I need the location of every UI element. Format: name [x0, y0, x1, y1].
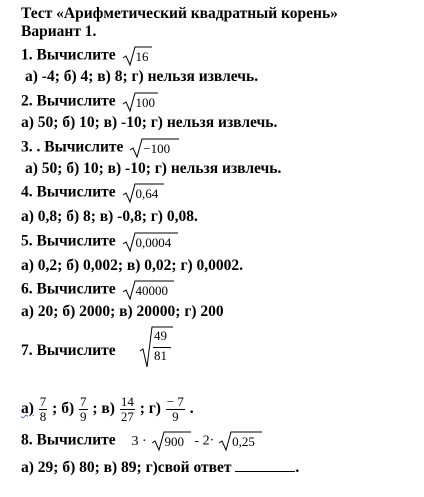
question-8-label: 8. Вычислите: [21, 431, 116, 449]
question-7-label: 7. Вычислите: [21, 342, 116, 359]
radicand: 40000: [135, 283, 168, 298]
answers-3: а) 50; б) 10; в) -10; г) нельзя извлечь.: [25, 160, 282, 177]
fraction-c: [120, 395, 135, 424]
question-6-label: 6. Вычислите: [21, 280, 116, 298]
answer-end: .: [189, 400, 194, 418]
numerator: 7: [39, 394, 47, 409]
variant-label: Вариант 1.: [21, 23, 97, 40]
sqrt-49-over-81: [139, 325, 173, 369]
fraction-a: [39, 395, 48, 424]
sqrt-0-0004: [122, 231, 178, 253]
sqrt-16: [122, 45, 152, 67]
denominator: 8: [39, 409, 47, 424]
sqrt-40000: [122, 279, 174, 301]
answers-8: [21, 459, 299, 477]
radicand: 900: [164, 434, 185, 449]
question-5: [21, 231, 178, 253]
answer-blank-line: [235, 459, 295, 472]
answers-4: а) 0,8; б) 8; в) -0,8; г) 0,08.: [21, 208, 198, 225]
sqrt-900: [151, 430, 191, 452]
answers-6: а) 20; б) 2000; в) 20000; г) 200: [21, 303, 224, 320]
denominator: 9: [172, 409, 179, 424]
question-5-label: 5. Вычислите: [21, 232, 116, 250]
answers-8-text: а) 29; б) 80; в) 89; г)свой ответ: [21, 459, 232, 476]
radicand: 16: [135, 49, 149, 64]
question-4-label: 4. Вычислите: [21, 183, 116, 201]
answer-c-prefix: ; в): [92, 400, 115, 418]
question-2: [21, 91, 158, 113]
radicand: −100: [143, 141, 171, 156]
numerator: − 7: [166, 394, 184, 409]
answers-2: а) 50; б) 10; в) -10; г) нельзя извлечь.: [21, 114, 278, 131]
answers-1: а) -4; б) 4; в) 8; г) нельзя извлечь.: [25, 68, 259, 85]
sqrt-minus-100: [129, 137, 179, 159]
fraction-d: [166, 395, 185, 424]
answers-5: а) 0,2; б) 0,002; в) 0,02; г) 0,0002.: [21, 257, 244, 274]
question-7: [21, 342, 116, 360]
question-3: [21, 137, 179, 159]
question-4: [21, 182, 164, 204]
radicand: 100: [135, 95, 155, 110]
radicand-denominator: 81: [154, 348, 167, 363]
denominator: 27: [120, 409, 134, 424]
question-6: [21, 279, 174, 301]
answers-8-end: .: [295, 459, 300, 476]
answer-d-prefix: ; г): [139, 400, 161, 418]
numerator: 14: [120, 394, 134, 409]
question-3-label: 3. . Вычислите: [21, 138, 124, 156]
numerator: 7: [80, 394, 87, 409]
test-title: Тест «Арифметический квадратный корень»: [21, 5, 338, 22]
sqrt-0-64: [122, 182, 164, 204]
question-8: [21, 430, 262, 452]
fraction-b: [79, 395, 88, 424]
question-2-label: 2. Вычислите: [21, 92, 116, 110]
denominator: 9: [80, 409, 87, 424]
radicand-numerator: 49: [154, 328, 167, 343]
radicand: 0,0004: [135, 235, 172, 250]
radicand: 0,25: [232, 434, 255, 449]
sqrt-0-25: [218, 430, 262, 452]
question-1: [21, 45, 152, 67]
answer-b-prefix: ; б): [52, 400, 75, 418]
answer-a-prefix: а): [21, 400, 34, 418]
question-1-label: 1. Вычислите: [21, 46, 116, 64]
expr-mid: - 2·: [194, 433, 215, 449]
radicand: 0,64: [135, 186, 159, 201]
expr-coef-1: 3 ·: [131, 433, 147, 449]
sqrt-100: [122, 91, 158, 113]
answers-7: [21, 395, 194, 424]
